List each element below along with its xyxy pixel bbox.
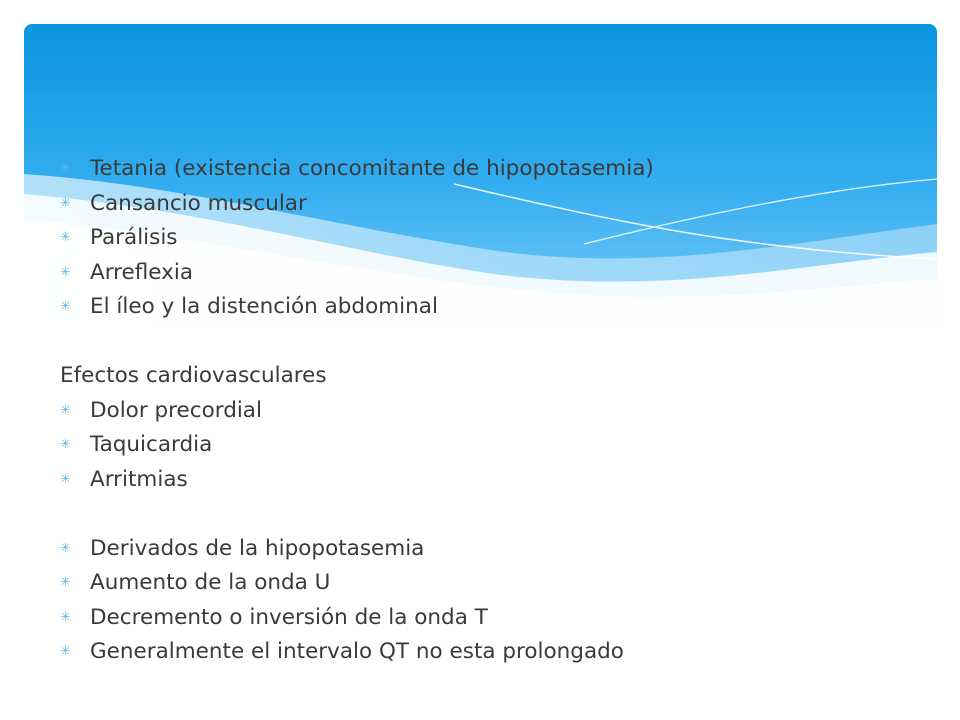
list-item-text: Tetania (existencia concomitante de hipopotasemia) xyxy=(90,156,654,181)
asterisk-icon: ✳ xyxy=(60,161,71,176)
asterisk-icon: ✳ xyxy=(60,299,71,314)
list-item xyxy=(60,256,920,291)
list-item-text: Cansancio muscular xyxy=(90,190,307,216)
asterisk-icon: ✳ xyxy=(60,264,71,280)
list-item xyxy=(60,635,920,670)
asterisk-icon: ✳ xyxy=(60,437,71,452)
list-item-text: Decremento o inversión de la onda T xyxy=(90,604,488,630)
asterisk-icon: ✳ xyxy=(60,644,71,659)
list-item xyxy=(60,221,920,256)
spacer xyxy=(60,325,920,360)
section-heading xyxy=(60,359,920,394)
asterisk-icon: ✳ xyxy=(60,230,71,245)
list-item xyxy=(60,463,920,498)
list-item xyxy=(60,428,920,463)
asterisk-icon: ✳ xyxy=(60,609,71,625)
asterisk-icon: ✳ xyxy=(60,540,71,556)
spacer xyxy=(60,497,920,532)
asterisk-icon: ✳ xyxy=(60,471,71,487)
list-item xyxy=(60,532,920,567)
bullet-content xyxy=(60,152,920,670)
list-item xyxy=(60,290,920,325)
list-item-text: Derivados de la hipopotasemia xyxy=(90,535,425,561)
list-item xyxy=(60,566,920,601)
list-item xyxy=(60,394,920,429)
list-item-text: Parálisis xyxy=(90,225,178,250)
list-item-text: Generalmente el intervalo QT no esta prolongado xyxy=(90,639,624,664)
asterisk-icon: ✳ xyxy=(60,575,71,590)
list-item-text: Taquicardia xyxy=(90,432,213,457)
section-heading-text: Efectos cardiovasculares xyxy=(60,363,327,388)
list-item-text: Dolor precordial xyxy=(90,397,262,423)
list-item xyxy=(60,152,920,187)
asterisk-icon: ✳ xyxy=(60,402,71,418)
list-item-text: Arritmias xyxy=(90,466,188,492)
list-item xyxy=(60,187,920,222)
list-item xyxy=(60,601,920,636)
list-item-text: Arreflexia xyxy=(90,259,194,285)
asterisk-icon: ✳ xyxy=(60,195,71,211)
list-item-text: El íleo y la distención abdominal xyxy=(90,294,438,319)
list-item-text: Aumento de la onda U xyxy=(90,570,331,595)
